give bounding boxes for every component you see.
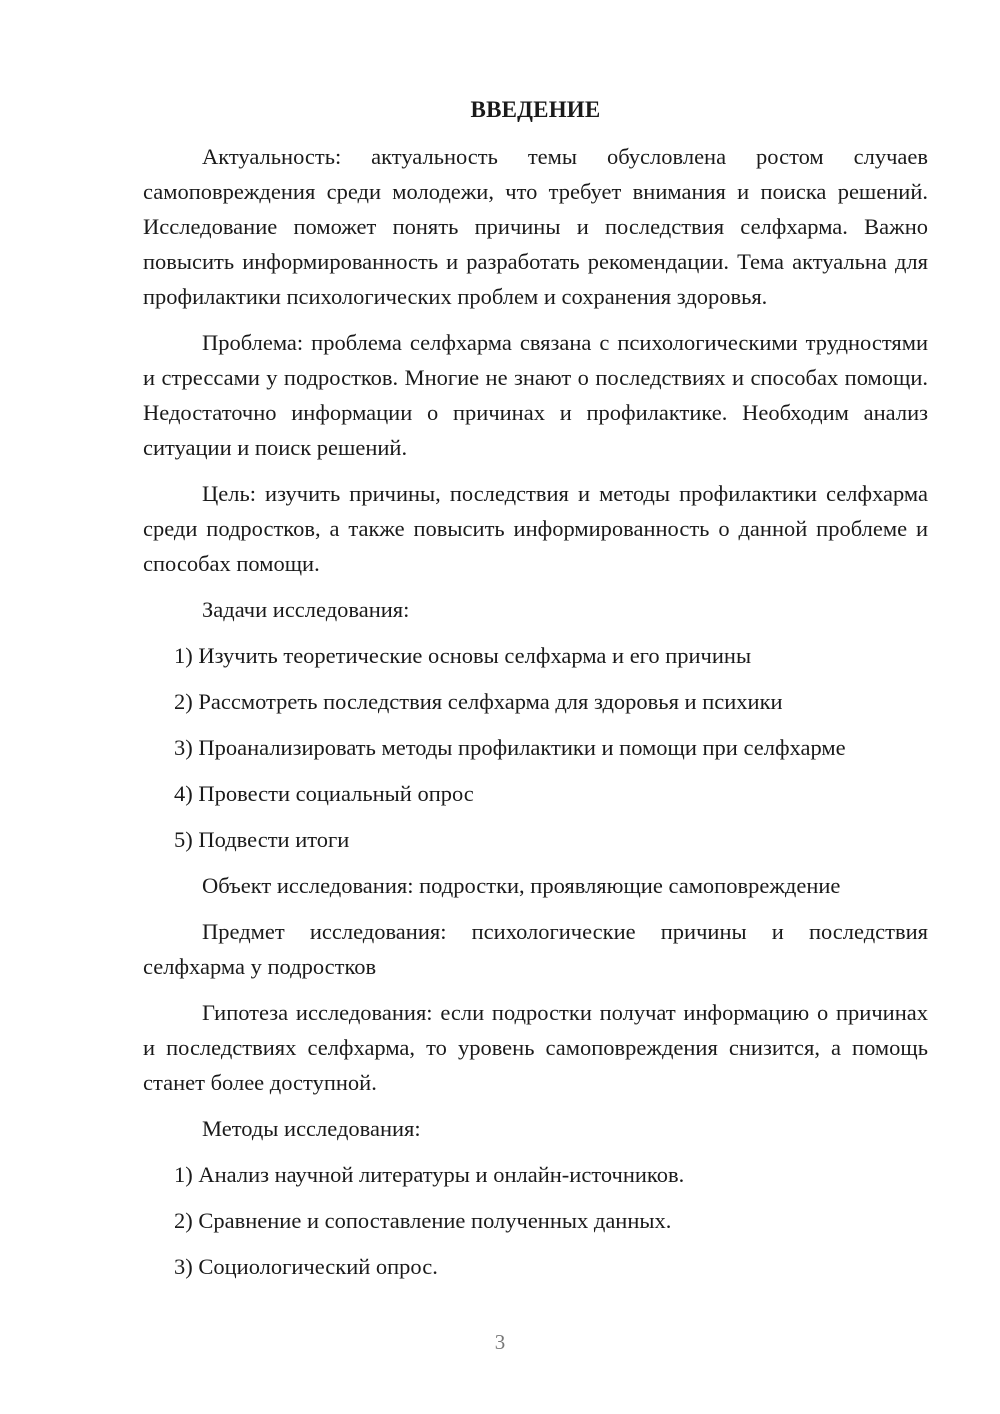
problem-paragraph: Проблема: проблема селфхарма связана с психологическими трудностями и стрессами у подростков. Многие не знают о последствиях и способах помощи. Недостаточно информации о причинах и профилактике. Необходим анализ ситуации и поиск решений. [143, 330, 928, 460]
method-item: 2) Сравнение и сопоставление полученных данных. [174, 1208, 672, 1233]
relevance-paragraph: Актуальность: актуальность темы обусловлена ростом случаев самоповреждения среди молодежи, что требует внимания и поиска решений. Исследование поможет понять причины и последствия селфхарма. Важно повысить информированность и разработать рекомендации. Тема актуальна для профилактики психологических проблем и сохранения здоровья. [143, 144, 928, 309]
page-title: ВВЕДЕНИЕ [470, 97, 601, 122]
page-number: 3 [494, 1330, 506, 1354]
subject-paragraph: Предмет исследования: психологические причины и последствия селфхарма у подростков [143, 919, 928, 979]
task-item: 4) Провести социальный опрос [174, 781, 474, 806]
object-paragraph: Объект исследования: подростки, проявляющие самоповреждение [202, 873, 841, 898]
task-item: 5) Подвести итоги [174, 827, 350, 852]
document-page [143, 92, 928, 1295]
methods-heading: Методы исследования: [202, 1116, 421, 1141]
tasks-heading: Задачи исследования: [202, 597, 410, 622]
methods-list [143, 1157, 928, 1284]
hypothesis-paragraph: Гипотеза исследования: если подростки получат информацию о причинах и последствиях селфхарма, то уровень самоповреждения снизится, а помощь станет более доступной. [143, 1000, 928, 1095]
method-item: 3) Социологический опрос. [174, 1254, 438, 1279]
method-item: 1) Анализ научной литературы и онлайн-источников. [174, 1162, 685, 1187]
goal-paragraph: Цель: изучить причины, последствия и методы профилактики селфхарма среди подростков, а также повысить информированность о данной проблеме и способах помощи. [143, 481, 928, 576]
task-item: 2) Рассмотреть последствия селфхарма для здоровья и психики [174, 689, 783, 714]
task-item: 3) Проанализировать методы профилактики и помощи при селфхарме [174, 735, 846, 760]
task-item: 1) Изучить теоретические основы селфхарма и его причины [174, 643, 752, 668]
tasks-list [143, 638, 928, 857]
